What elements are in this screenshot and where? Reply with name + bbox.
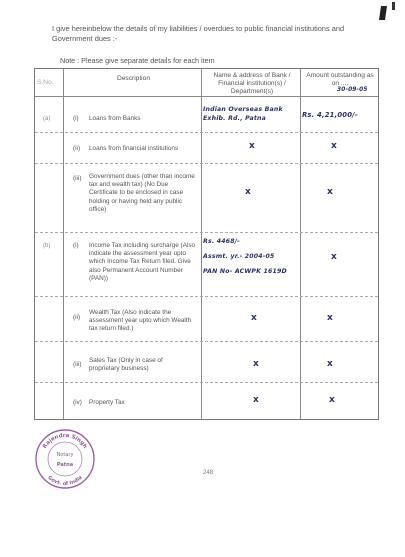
row-description: Income Tax including surcharge (Also indicate the assessment year upto which Income Tax Return filed. Give also Permanent Account Number (PAN))	[89, 242, 196, 282]
cross-mark: x	[253, 359, 259, 369]
header-bank: Name & address of Bank / Financial Institution(s) / Department(s)	[213, 72, 291, 96]
row-description: Loans from financial institutions	[89, 145, 179, 152]
row-rule	[35, 232, 378, 233]
row-sub-index: (iii)	[73, 175, 82, 182]
row-sub-index: (i)	[73, 115, 79, 122]
pan-number-handwritten: PAN No- ACWPK 1619D	[203, 268, 287, 275]
cross-mark: x	[331, 252, 337, 262]
row-number: (b)	[43, 243, 51, 249]
notary-seal-stamp	[34, 428, 96, 490]
cross-mark: x	[249, 141, 255, 151]
cross-mark: x	[253, 395, 259, 405]
row-sub-index: (ii)	[73, 145, 81, 152]
intro-text: I give hereinbelow the details of my liabilities / overdues to public financial institutions and Government dues :-	[52, 24, 345, 43]
row-description: Government dues (other than income tax and wealth tax) (No Due Certificate to be enclosed in case holding or having held any public office)	[89, 173, 195, 213]
svg-text:Rajendra Singh: Rajendra Singh	[42, 432, 88, 450]
row-rule	[35, 382, 378, 383]
cross-mark: x	[327, 313, 333, 323]
cross-mark: x	[327, 359, 333, 369]
row-sub-index: (ii)	[73, 314, 81, 321]
col-divider	[300, 69, 301, 419]
bank-name-handwritten: Indian Overseas Bank Exhib. Rd., Patna	[203, 106, 283, 122]
assessment-year-handwritten: Assmt. yr.- 2004-05	[203, 253, 275, 260]
cross-mark: x	[251, 313, 257, 323]
header-description: Description	[117, 75, 150, 82]
row-description: Sales Tax (Only in case of proprietary business)	[89, 357, 163, 373]
corner-mark	[379, 6, 387, 20]
row-sub-index: (iv)	[73, 399, 82, 406]
note-text: Note : Please give separate details for each item	[60, 56, 215, 65]
row-number: (a)	[43, 116, 51, 122]
liabilities-table	[34, 68, 379, 420]
svg-text:Notary: Notary	[56, 452, 74, 458]
row-description: Wealth Tax (Also indicate the assessment year upto which Wealth tax return filed.)	[89, 309, 192, 333]
col-divider	[201, 69, 202, 419]
cross-mark: x	[327, 187, 333, 197]
row-description: Property Tax	[89, 399, 125, 406]
cross-mark: x	[329, 395, 335, 405]
row-sub-index: (i)	[73, 242, 79, 249]
row-rule	[35, 132, 378, 133]
svg-text:Govt. of India: Govt. of India	[46, 474, 84, 488]
tax-amount-handwritten: Rs. 4468/-	[203, 238, 241, 245]
header-sno: S.No.	[37, 79, 54, 86]
page-number: 248	[203, 470, 214, 476]
row-sub-index: (iii)	[73, 361, 82, 368]
row-description: Loans from Banks	[89, 115, 141, 122]
row-rule	[35, 341, 378, 342]
svg-text:Patna: Patna	[56, 462, 74, 468]
row-rule	[35, 163, 378, 164]
row-rule	[35, 296, 378, 297]
cross-mark: x	[245, 187, 251, 197]
amount-handwritten: Rs. 4,21,000/-	[302, 111, 358, 119]
col-divider	[63, 69, 64, 419]
as-on-date-handwritten: 30-09-05	[337, 87, 368, 93]
cross-mark: x	[331, 141, 337, 151]
header-amount: Amount outstanding as on ....	[306, 72, 374, 88]
corner-mark-small	[392, 2, 395, 10]
